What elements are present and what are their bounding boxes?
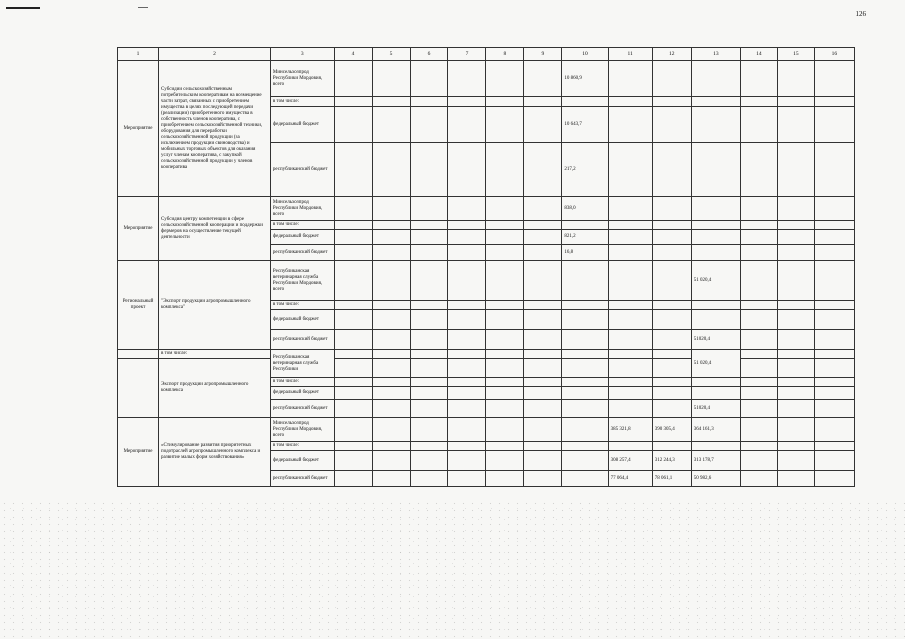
value-cell: 51 020,4 xyxy=(691,261,740,301)
executor-cell: республиканский бюджет xyxy=(270,143,334,197)
header-cell: 11 xyxy=(608,48,652,61)
executor-cell: республиканский бюджет xyxy=(270,330,334,350)
value-cell: 77 064,4 xyxy=(608,471,652,487)
value-cell: 50 982,6 xyxy=(691,471,740,487)
header-cell: 6 xyxy=(410,48,448,61)
executor-cell: Республиканская ветеринарная служба Республики Мордовия, всего xyxy=(270,261,334,301)
table-row xyxy=(118,197,855,221)
value-cell: 78 061,1 xyxy=(652,471,691,487)
executor-cell: Минсельхозпрод Республики Мордовия, всего xyxy=(270,418,334,442)
header-row xyxy=(118,48,855,61)
executor-cell: федеральный бюджет xyxy=(270,387,334,400)
executor-cell: республиканский бюджет xyxy=(270,400,334,418)
value-cell: 16,8 xyxy=(562,245,608,261)
executor-cell: в том числе: xyxy=(270,442,334,451)
header-cell: 8 xyxy=(486,48,524,61)
executor-cell: республиканский бюджет xyxy=(270,471,334,487)
value-cell: 51 020,4 xyxy=(691,350,740,378)
page-number: 126 xyxy=(855,10,866,18)
activity-name: Экспорт продукции агропромышленного комплекса xyxy=(159,359,271,418)
value-cell: 51020,4 xyxy=(691,330,740,350)
executor-cell: Республиканская ветеринарная служба Республики xyxy=(270,350,334,378)
header-cell: 7 xyxy=(448,48,486,61)
header-cell: 4 xyxy=(334,48,372,61)
value-cell: 308 257,4 xyxy=(608,451,652,471)
activity-type: Мероприятие xyxy=(118,197,159,261)
value-cell: 312 244,3 xyxy=(652,451,691,471)
subheading-cell: в том числе: xyxy=(159,350,271,359)
executor-cell: федеральный бюджет xyxy=(270,451,334,471)
activity-name: "Экспорт продукции агропромышленного комплекса" xyxy=(159,261,271,350)
executor-cell: Минсельхозпрод Республики Мордовия, всего xyxy=(270,61,334,97)
activity-name: «Стимулирование развития приоритетных подотраслей агропромышленного комплекса и развитие малых форм хозяйствования» xyxy=(159,418,271,487)
executor-cell: Минсельхозпрод Республики Мордовия, всего xyxy=(270,197,334,221)
header-cell: 13 xyxy=(691,48,740,61)
scan-artifact xyxy=(138,7,148,8)
activity-type: Мероприятие xyxy=(118,61,159,197)
executor-cell: в том числе: xyxy=(270,221,334,230)
header-cell: 14 xyxy=(740,48,777,61)
table-row xyxy=(118,359,855,378)
activity-type: Региональный проект xyxy=(118,261,159,350)
header-cell: 2 xyxy=(159,48,271,61)
executor-cell: федеральный бюджет xyxy=(270,310,334,330)
header-cell: 9 xyxy=(524,48,562,61)
value-cell: 364 161,3 xyxy=(691,418,740,442)
table-row xyxy=(118,261,855,301)
value-cell: 838,0 xyxy=(562,197,608,221)
table-row xyxy=(118,350,855,359)
executor-cell: федеральный бюджет xyxy=(270,230,334,245)
value-cell: 313 178,7 xyxy=(691,451,740,471)
table-row xyxy=(118,61,855,97)
header-cell: 1 xyxy=(118,48,159,61)
value-cell: 390 305,4 xyxy=(652,418,691,442)
value-cell: 51020,4 xyxy=(691,400,740,418)
scan-noise xyxy=(0,500,905,639)
executor-cell: федеральный бюджет xyxy=(270,107,334,143)
budget-table xyxy=(117,47,855,487)
activity-type: Мероприятие xyxy=(118,418,159,487)
header-cell: 3 xyxy=(270,48,334,61)
header-cell: 15 xyxy=(777,48,814,61)
table-row xyxy=(118,418,855,442)
executor-cell: в том числе: xyxy=(270,301,334,310)
executor-cell: республиканский бюджет xyxy=(270,245,334,261)
value-cell: 217,2 xyxy=(562,143,608,197)
value-cell: 385 321,8 xyxy=(608,418,652,442)
activity-name: Субсидия центру компетенции в сфере сельскохозяйственной кооперации и поддержки фермеров на осуществление текущей деятельности xyxy=(159,197,271,261)
value-cell: 10 643,7 xyxy=(562,107,608,143)
scan-artifact xyxy=(6,7,40,9)
header-cell: 16 xyxy=(814,48,854,61)
header-cell: 12 xyxy=(652,48,691,61)
header-cell: 10 xyxy=(562,48,608,61)
executor-cell: в том числе: xyxy=(270,378,334,387)
activity-name: Субсидии сельскохозяйственным потребительским кооперативам на возмещение части затрат, связанных с приобретением имущества в целях последующей передачи (реализации) приобретенного имущества в собственность членов кооператива, с приобретением сельскохозяйственной техники, оборудования для переработки сельскохозяйственной продукции (за исключением продукции свиноводства) и мобильных торговых объектов для оказания услуг членам кооператива, с закупкой сельскохозяйственной продукции у членов кооператива xyxy=(159,61,271,197)
header-cell: 5 xyxy=(372,48,410,61)
executor-cell: в том числе: xyxy=(270,97,334,107)
value-cell: 821,2 xyxy=(562,230,608,245)
value-cell: 10 860,9 xyxy=(562,61,608,97)
